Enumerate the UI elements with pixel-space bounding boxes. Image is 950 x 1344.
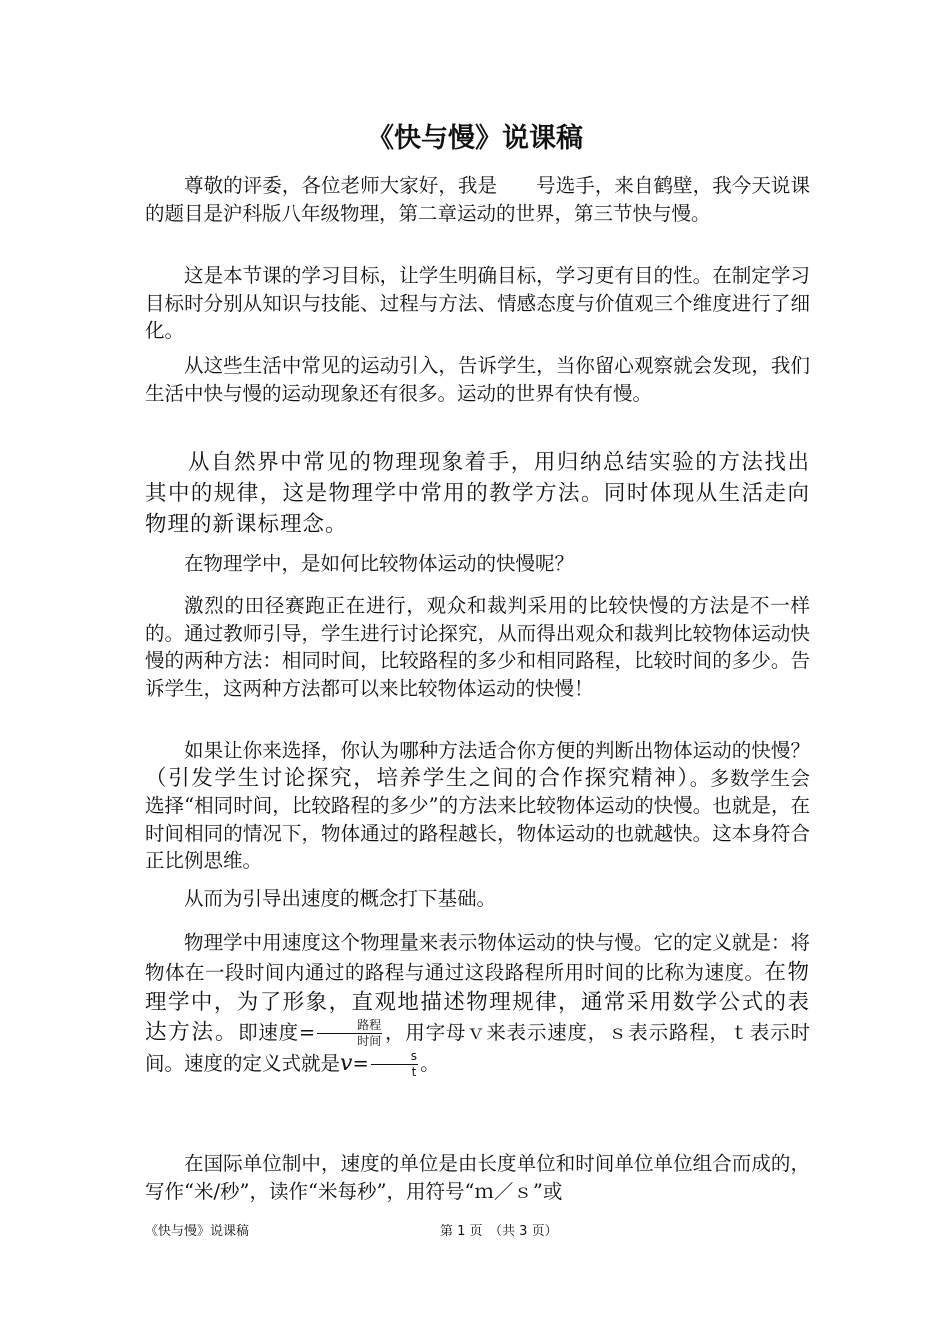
- speed-fraction: [317, 1018, 382, 1049]
- definition-text: 物理学中用速度这个物理量来表示物体运动的快与慢。它的定义就是：将物体在一段时间内通过的路程与通过这段路程所用时间的比称为速度。: [145, 931, 810, 984]
- fraction-numerator: 路程: [317, 1018, 382, 1034]
- symbol-text: ，用字母ｖ来表示速度，ｓ表示路程，ｔ表示时间。速度的定义式就是: [145, 1021, 810, 1075]
- formula-denominator: t: [411, 1065, 417, 1079]
- footer-title: 《快与慢》说课稿: [145, 1224, 250, 1239]
- formula-equals: =: [352, 1052, 369, 1075]
- definition-emphasis: 在物理学中，为了形象，直观地描述物理规律，通常采用数学公式的表达方法。: [145, 960, 810, 1045]
- formula-numerator: s: [371, 1049, 418, 1065]
- fraction-denominator: 时间: [357, 1034, 382, 1048]
- choose-text-2: 。多数学生会选择“相同时间，比较路程的多少”的方法来比较物体运动的快慢。也就是，在时间相同的情况下，物体通过的路程越长，物体运动的也就越快。这本身符合正比例思维。: [145, 766, 810, 872]
- paragraph-race: 激烈的田径赛跑正在进行，观众和裁判采用的比较快慢的方法是不一样的。通过教师引导，学生进行讨论探究，从而得出观众和裁判比较物体运动快慢的两种方法：相同时间，比较路程的多少和相同路程，比较时间的多少。告诉学生，这两种方法都可以来比较物体运动的快慢！: [145, 594, 810, 700]
- formula-v: v: [340, 1051, 353, 1076]
- page-title: 《快与慢》说课稿: [367, 123, 583, 154]
- paragraph-objectives: 这是本节课的学习目标，让学生明确目标，学习更有目的性。在制定学习目标时分别从知识与技能、过程与方法、情感态度与价值观三个维度进行了细化。: [145, 264, 810, 342]
- speed-equals: 即速度=: [238, 1021, 316, 1044]
- paragraph-speed-definition: [145, 928, 810, 1080]
- paragraph-introduction-motion: 从这些生活中常见的运动引入，告诉学生，当你留心观察就会发现，我们生活中快与慢的运动现象还有很多。运动的世界有快有慢。: [145, 354, 810, 405]
- paragraph-choose-method: [145, 737, 810, 875]
- choose-text-emphasis: （引发学生讨论探究，培养学生之间的合作探究精神）: [145, 765, 690, 791]
- paragraph-foundation: 从而为引导出速度的概念打下基础。: [184, 887, 497, 910]
- formula-fraction: [371, 1049, 418, 1080]
- formula-period: 。: [420, 1052, 440, 1075]
- paragraph-units: 在国际单位制中，速度的单位是由长度单位和时间单位单位组合而成的，写作“米/秒”，读作“米每秒”，用符号“ｍ／ｓ”或: [145, 1152, 810, 1203]
- paragraph-intro: 尊敬的评委，各位老师大家好，我是 号选手，来自鹤壁，我今天说课的题目是沪科版八年级物理，第二章运动的世界，第三节快与慢。: [145, 174, 810, 225]
- paragraph-method: 从自然界中常见的物理现象着手，用归纳总结实验的方法找出其中的规律，这是物理学中常用的教学方法。同时体现从生活走向物理的新课标理念。: [145, 450, 810, 537]
- paragraph-question: 在物理学中，是如何比较物体运动的快慢呢？: [184, 552, 575, 575]
- choose-text-1: 如果让你来选择，你认为哪种方法适合你方便的判断出物体运动的快慢？: [184, 739, 810, 762]
- footer-page-number: 第 1 页 （共 3 页）: [440, 1224, 558, 1239]
